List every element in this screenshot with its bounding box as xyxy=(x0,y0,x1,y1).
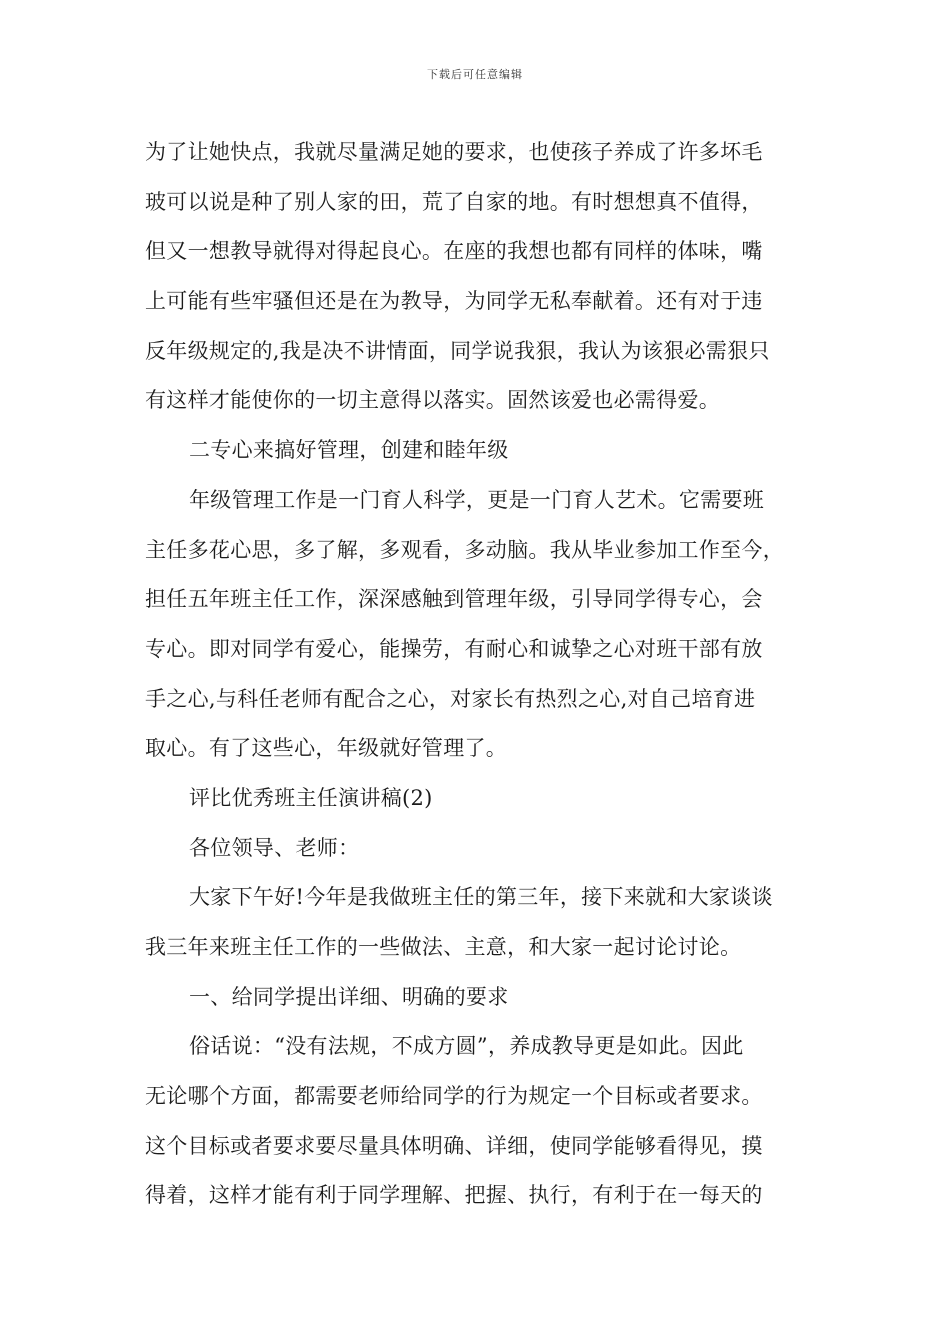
text-line: 上可能有些牢骚但还是在为教导，为同学无私奉献着。还有对于违 xyxy=(145,289,763,314)
page-header: 下载后可任意编辑 xyxy=(427,68,523,81)
text-line: 主任多花心思，多了解，多观看，多动脑。我从毕业参加工作至今， xyxy=(145,537,784,562)
text-line: 年级管理工作是一门育人科学，更是一门育人艺术。它需要班 xyxy=(189,487,765,512)
text-line: 我三年来班主任工作的一些做法、主意，和大家一起讨论讨论。 xyxy=(145,935,742,959)
text-line: 这个目标或者要求要尽量具体明确、详细，使同学能够看得见，摸 xyxy=(145,1133,763,1158)
text-line: 手之心,与科任老师有配合之心，对家长有热烈之心,对自己培育进 xyxy=(145,686,756,711)
text-line: 有这样才能使你的一切主意得以落实。固然该爱也必需得爱。 xyxy=(145,388,721,413)
text-line: 反年级规定的,我是决不讲情面，同学说我狠，我认为该狠必需狠只 xyxy=(145,338,770,363)
document-title: 评比优秀班主任演讲稿(2) xyxy=(189,785,433,810)
text-line: 俗话说：“没有法规，不成方圆”，养成教导更是如此。因此 xyxy=(189,1034,744,1059)
text-line: 但又一想教导就得对得起良心。在座的我想也都有同样的体味，嘴 xyxy=(145,239,763,264)
section-heading: 一、给同学提出详细、明确的要求 xyxy=(189,984,509,1009)
salutation: 各位领导、老师： xyxy=(189,835,360,860)
text-line: 大家下午好!今年是我做班主任的第三年，接下来就和大家谈谈 xyxy=(189,885,773,910)
text-line: 担任五年班主任工作，深深感触到管理年级，引导同学得专心，会 xyxy=(145,587,763,612)
section-heading: 二专心来搞好管理，创建和睦年级 xyxy=(189,438,509,463)
text-line: 为了让她快点，我就尽量满足她的要求，也使孩子养成了许多坏毛 xyxy=(145,140,763,164)
text-line: 取心。有了这些心，年级就好管理了。 xyxy=(145,736,508,761)
document-body xyxy=(145,128,810,1221)
text-line: 得着，这样才能有利于同学理解、把握、执行，有利于在一每天的 xyxy=(145,1183,763,1208)
text-line: 专心。即对同学有爱心，能操劳，有耐心和诚挚之心对班干部有放 xyxy=(145,636,763,661)
text-line: 无论哪个方面，都需要老师给同学的行为规定一个目标或者要求。 xyxy=(145,1084,763,1109)
text-line: 玻可以说是种了别人家的田，荒了自家的地。有时想想真不值得， xyxy=(145,189,763,214)
